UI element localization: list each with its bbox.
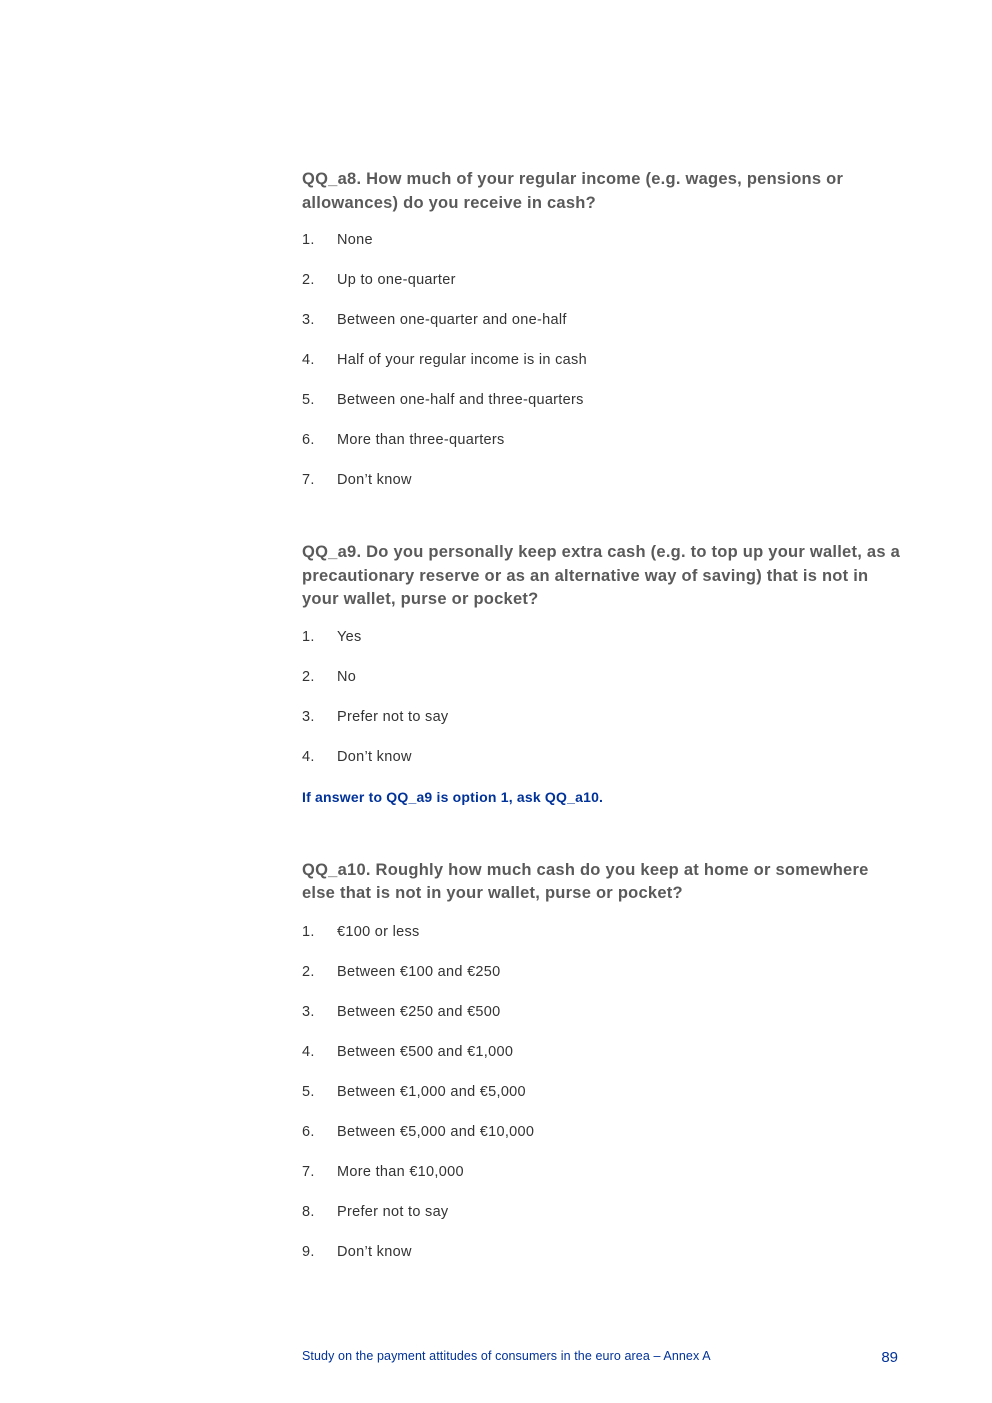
- option-number: 6.: [302, 432, 315, 448]
- option-number: 8.: [302, 1203, 315, 1220]
- option-label: €100 or less: [337, 923, 420, 940]
- answer-option: [302, 431, 902, 449]
- option-number: 4.: [302, 352, 315, 368]
- answer-option: [302, 628, 902, 646]
- option-number: 2.: [302, 272, 315, 288]
- answer-option: [302, 1083, 902, 1101]
- answer-option: [302, 471, 902, 489]
- option-label: Up to one-quarter: [337, 272, 456, 288]
- question-block-qq-a10: [302, 859, 902, 1261]
- answer-option: [302, 963, 902, 981]
- option-label: Prefer not to say: [337, 708, 449, 725]
- option-label: Between one-quarter and one-half: [337, 312, 567, 328]
- answer-option: [302, 311, 902, 329]
- option-label: Yes: [337, 628, 362, 645]
- answer-option: [302, 1243, 902, 1261]
- question-block-qq-a9: [302, 541, 902, 806]
- question-text: QQ_a10. Roughly how much cash do you keep at home or somewhere else that is not in your wallet, purse or pocket?: [302, 860, 869, 902]
- option-label: No: [337, 668, 357, 685]
- answer-option: [302, 1163, 902, 1181]
- footer-document-title: Study on the payment attitudes of consumers in the euro area – Annex A: [302, 1349, 711, 1363]
- option-label: Half of your regular income is in cash: [337, 352, 587, 368]
- answer-option: [302, 1123, 902, 1141]
- option-number: 5.: [302, 1083, 315, 1100]
- option-label: Don’t know: [337, 472, 412, 488]
- option-label: Between €1,000 and €5,000: [337, 1083, 526, 1100]
- option-number: 3.: [302, 1003, 315, 1020]
- answer-options: [302, 628, 902, 766]
- question-text: QQ_a8. How much of your regular income (e.g. wages, pensions or allowances) do you receive in cash?: [302, 170, 844, 212]
- answer-option: [302, 668, 902, 686]
- question-block-qq-a8: [302, 168, 902, 489]
- answer-option: [302, 708, 902, 726]
- option-number: 7.: [302, 1163, 315, 1180]
- option-number: 6.: [302, 1123, 315, 1140]
- option-label: Don’t know: [337, 1243, 412, 1260]
- option-number: 4.: [302, 1043, 315, 1060]
- option-label: None: [337, 232, 373, 248]
- document-body: [302, 168, 902, 1261]
- answer-option: [302, 351, 902, 369]
- option-number: 2.: [302, 668, 315, 685]
- option-number: 1.: [302, 232, 315, 248]
- answer-option: [302, 231, 902, 249]
- option-number: 1.: [302, 923, 315, 940]
- option-label: Between one-half and three-quarters: [337, 392, 584, 408]
- option-number: 4.: [302, 748, 315, 765]
- answer-option: [302, 923, 902, 941]
- option-label: Between €250 and €500: [337, 1003, 501, 1020]
- answer-option: [302, 1203, 902, 1221]
- option-number: 3.: [302, 312, 315, 328]
- answer-options: [302, 231, 902, 489]
- answer-options: [302, 923, 902, 1261]
- option-label: More than three-quarters: [337, 432, 505, 448]
- option-label: Between €500 and €1,000: [337, 1043, 514, 1060]
- option-number: 1.: [302, 628, 315, 645]
- option-label: Don’t know: [337, 748, 412, 765]
- option-label: Between €100 and €250: [337, 963, 501, 980]
- option-label: More than €10,000: [337, 1163, 464, 1180]
- page-number: 89: [881, 1349, 898, 1366]
- answer-option: [302, 391, 902, 409]
- option-number: 7.: [302, 472, 315, 488]
- option-number: 2.: [302, 963, 315, 980]
- option-label: Between €5,000 and €10,000: [337, 1123, 535, 1140]
- routing-instruction: If answer to QQ_a9 is option 1, ask QQ_a10.: [302, 788, 604, 805]
- option-number: 3.: [302, 708, 315, 725]
- option-number: 9.: [302, 1243, 315, 1260]
- question-text: QQ_a9. Do you personally keep extra cash (e.g. to top up your wallet, as a precautionary reserve or as an alternative way of saving) that is not in your wallet, purse or pocket?: [302, 543, 901, 608]
- option-label: Prefer not to say: [337, 1203, 449, 1220]
- answer-option: [302, 1043, 902, 1061]
- option-number: 5.: [302, 392, 315, 408]
- answer-option: [302, 1003, 902, 1021]
- answer-option: [302, 271, 902, 289]
- answer-option: [302, 748, 902, 766]
